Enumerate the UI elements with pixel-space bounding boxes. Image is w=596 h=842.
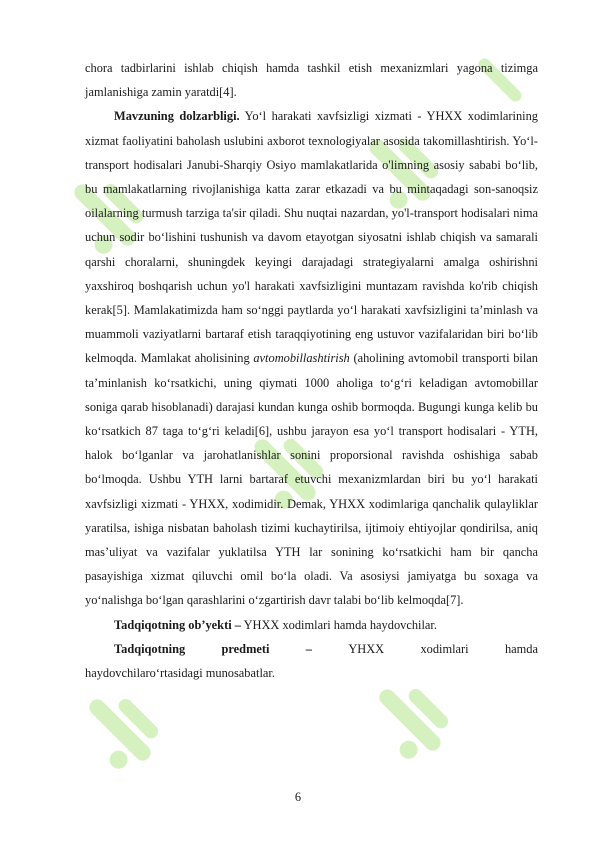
paragraph-subject-line2 (85, 661, 538, 685)
paragraph-text: chora tadbirlarini ishlab chiqish hamda tashkil etish mexanizmlari yagona tizimga jamlanishiga zamin yaratdi[4]. (85, 61, 538, 100)
italic-term: avtomobillashtirish (253, 351, 350, 366)
paragraph-relevance (85, 104, 538, 612)
paragraph-object (85, 613, 538, 637)
page-number: 6 (294, 790, 302, 804)
paragraph-text: (aholining avtomobil transporti bilan ta’minlanish ko‘rsatkichi, uning qiymati 1000 aholiga to‘g‘ri keladigan avtomobillar soniga qarab hisoblanadi) darajasi kundan kunga oshib bormoqda. Bugungi kunga kelib bu ko‘rsatkich 87 taga to‘g‘ri keladi[6], ushbu jarayon esa yo‘l transport hodisalari - YTH, halok bo‘lganlar va jarohatlanishlar sonini proporsional ravishda oshishiga sabab bo‘lmoqda. Ushbu YTH larni bartaraf etuvchi mexanizmlardan biri bu yo‘l harakati xavfsizligi xizmati - YHXX, xodimidir. Demak, YHXX xodimlariga qanchalik qulayliklar yaratilsa, ishiga nisbatan baholash tizimi kuchaytirilsa, ijtimoiy ehtiyojlar qondirilsa, aniq mas’uliyat va vazifalar yuklatilsa YTH lar sonining ko‘rsatkichi ham bir qancha pasayishiga xizmat qiluvchi omil bo‘la oladi. Va asosiysi jamiyatga bu soxaga va yo‘nalishga bo‘lgan qarashlarini o‘zgartirish davr talabi bo‘lib kelmoqda[7]. (85, 351, 538, 608)
body-text (85, 56, 538, 685)
paragraph-continuation (85, 56, 538, 104)
paragraph-text: haydovchilaro‘rtasidagi munosabatlar. (85, 666, 275, 681)
dash: – (269, 641, 349, 656)
paragraph-subject-line1 (85, 637, 538, 661)
paragraph-text: Yo‘l harakati xavfsizligi xizmati - YHXX xodimlarining xizmat faoliyatini baholash uslubini axborot texnologiyalar asosida takomillashtirish. Yo‘l-transport hodisalari Janubi-Sharqiy Osiyo mamlakatlarida o'limning asosiy sababi bo‘lib, bu mamlakatlarning rivojlanishiga katta zarar etkazadi va bu mintaqadagi son-sanoqsiz oilalarning turmush tarziga ta'sir qiladi. Shu nuqtai nazardan, yo'l-transport hodisalari nima uchun sodir bo‘lishini tushunish va davom etayotgan siyosatni ishlab chiqish va samarali qarshi choralarni, shuningdek keyingi darajadagi strategiyalarni amalga oshirishni yaxshiroq boshqarish uchun yo'l harakati xavfsizligini muntazam ravishda ko'rib chiqish kerak[5]. Mamlakatimizda ham so‘nggi paytlarda yo‘l harakati xavfsizligini ta’minlash va muammoli vaziyatlarni bartaraf etish taraqqiyotining eng ustuvor vazifalaridan biri bo‘lib kelmoqda. Mamlakat aholisining (85, 109, 538, 366)
heading-relevance: Mavzuning dolzarbligi. (114, 109, 240, 124)
paragraph-text: YHXX xodimlari hamda (348, 641, 538, 656)
heading-subject: Tadqiqotning predmeti (114, 641, 270, 656)
heading-object: Tadqiqotning ob’yekti – (114, 617, 241, 632)
paragraph-text: YHXX xodimlari hamda haydovchilar. (240, 617, 437, 632)
